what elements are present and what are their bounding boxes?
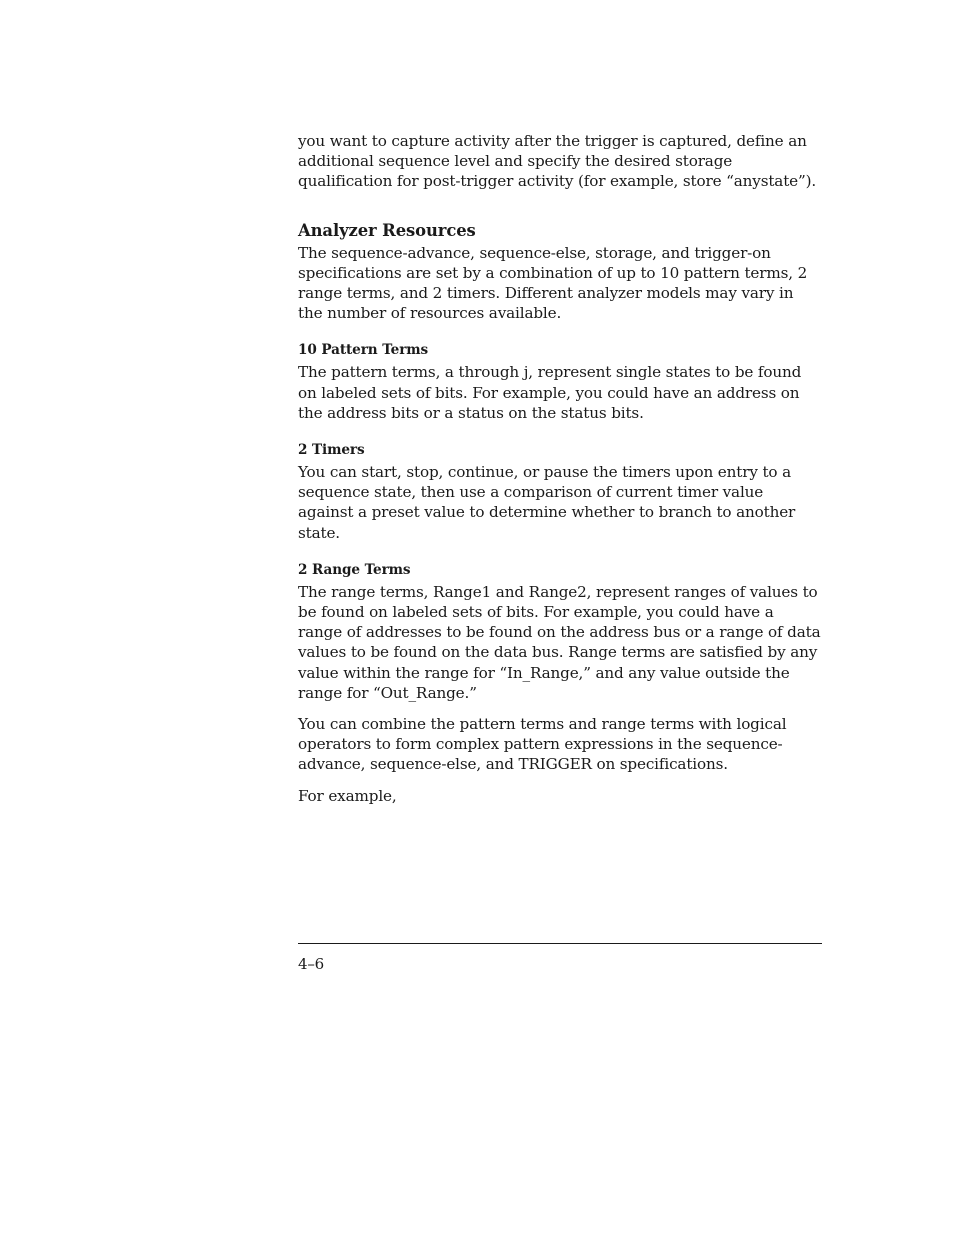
combine-paragraph: You can combine the pattern terms and range terms with logical operators to form complex pattern expressions in the sequence-advance, sequence-else, and TRIGGER on specifications. [298, 715, 787, 774]
subsection-paragraph-range-terms: The range terms, Range1 and Range2, represent ranges of values to be found on labeled sets of bits. For example, you could have a range of addresses to be found on the address bus or a range of data values to be found on the data bus. Range terms are satisfied by any value within the range for “In_Range,” and any value outside the range for “Out_Range.” [298, 582, 821, 702]
subsection-paragraph-pattern-terms: The pattern terms, a through j, represent single states to be found on labeled sets of bits. For example, you could have an address on the address bits or a status on the status bits. [298, 363, 802, 422]
intro-paragraph: you want to capture activity after the trigger is captured, define an additional sequence level and specify the desired storage qualification for post-trigger activity (for example, store “anystate”). [298, 132, 817, 191]
subsection-heading-range-terms: 2 Range Terms [298, 561, 411, 578]
page-number: 4–6 [298, 955, 324, 973]
subsection-heading-timers: 2 Timers [298, 442, 365, 459]
subsection-heading-pattern-terms: 10 Pattern Terms [298, 342, 429, 359]
subsection-paragraph-timers: You can start, stop, continue, or pause the timers upon entry to a sequence state, then use a comparison of current timer value against a preset value to determine whether to branch to another state. [298, 463, 796, 542]
page-body [298, 131, 822, 806]
section-heading-analyzer-resources: Analyzer Resources [298, 220, 476, 240]
footer-rule [298, 943, 822, 944]
section-paragraph: The sequence-advance, sequence-else, storage, and trigger-on specifications are set by a combination of up to 10 pattern terms, 2 range terms, and 2 timers. Different analyzer models may vary in the number of resources available. [298, 243, 808, 323]
example-paragraph: For example, [298, 786, 397, 805]
